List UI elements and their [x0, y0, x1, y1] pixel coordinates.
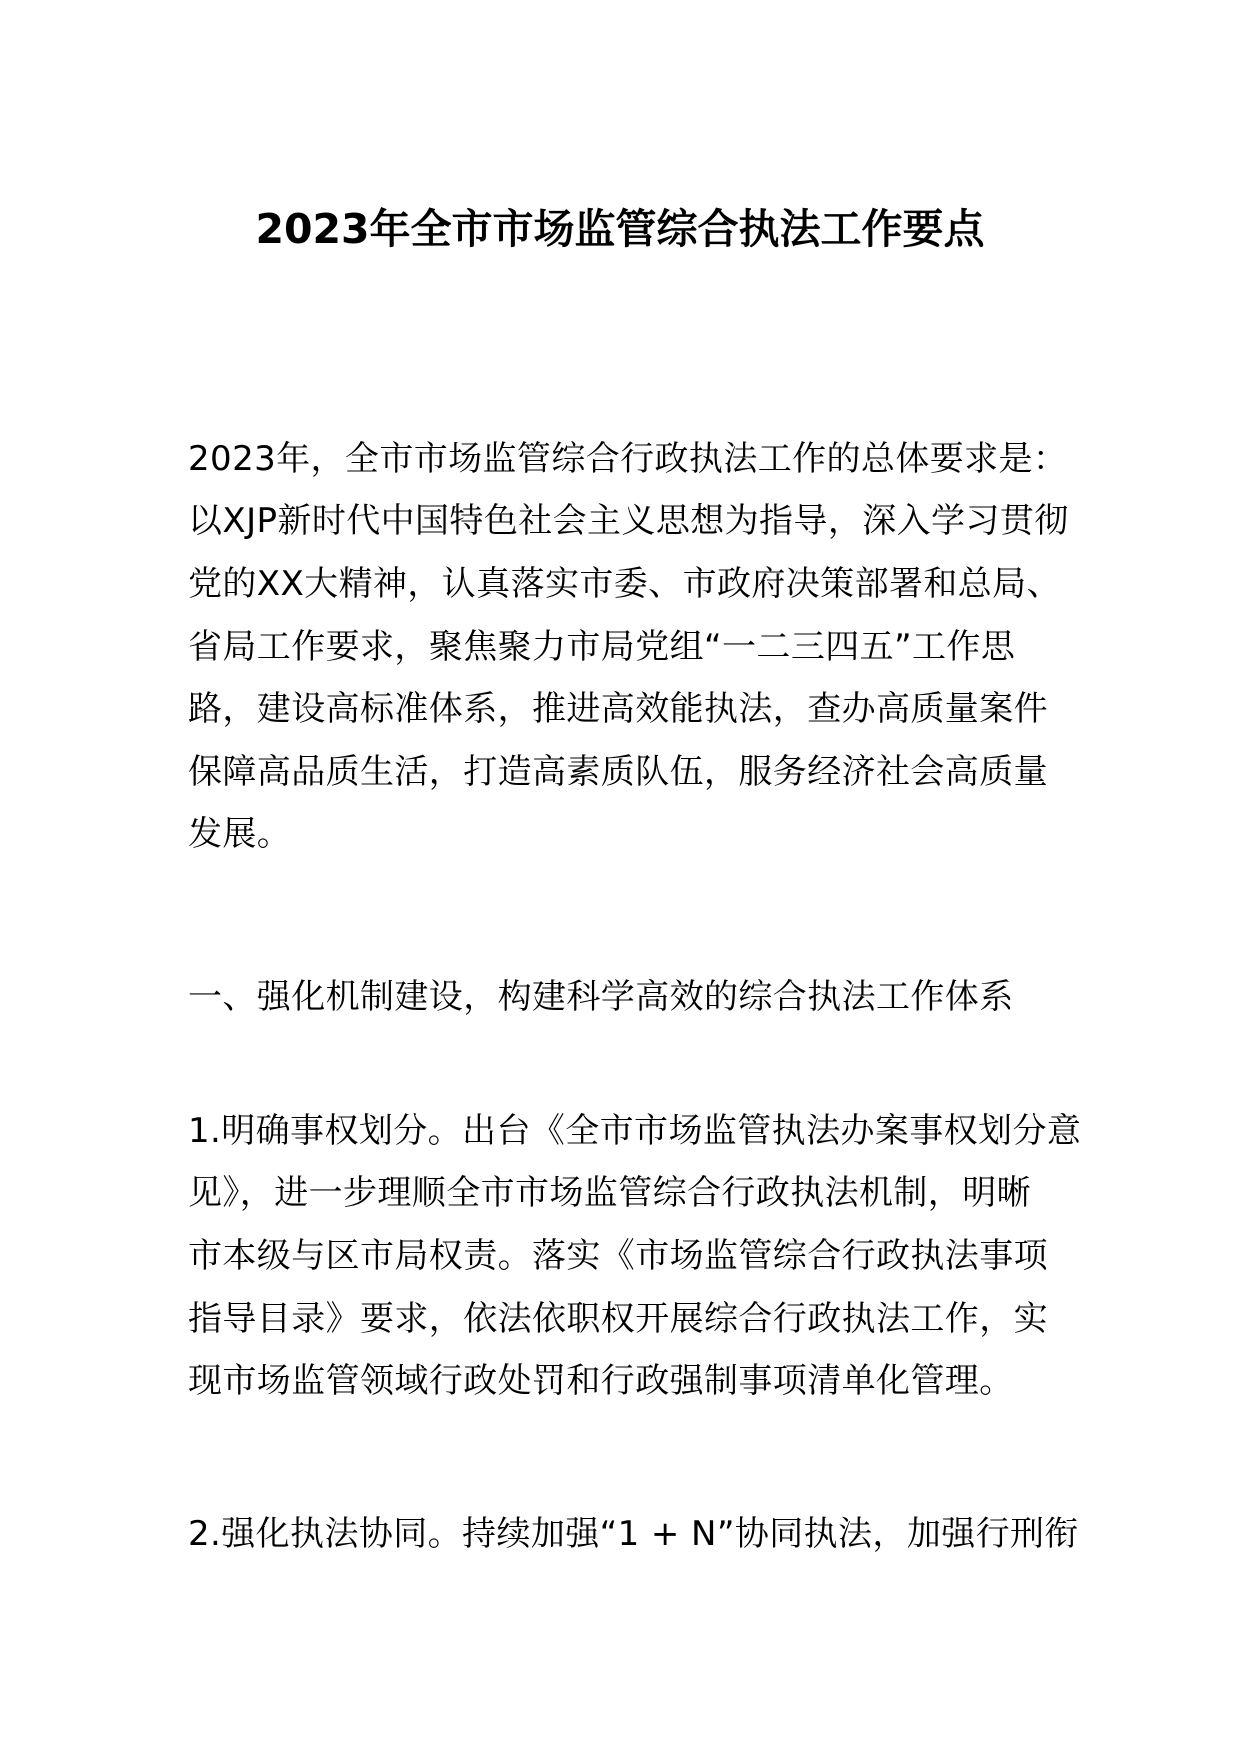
- section-heading: 一、强化机制建设，构建科学高效的综合执法工作体系: [188, 977, 1014, 1017]
- item1-line: 市本级与区市局权责。落实《市场监管综合行政执法事项: [188, 1236, 1048, 1276]
- intro-line: 党的XX大精神，认真落实市委、市政府决策部署和总局、: [188, 564, 1061, 604]
- item1-line: 指导目录》要求，依法依职权开展综合行政执法工作，实: [188, 1299, 1048, 1339]
- intro-line: 保障高品质生活，打造高素质队伍，服务经济社会高质量: [188, 752, 1048, 792]
- intro-line: 以XJP新时代中国特色社会主义思想为指导，深入学习贯彻: [188, 501, 1069, 541]
- intro-line: 路，建设高标准体系，推进高效能执法，查办高质量案件: [188, 689, 1048, 729]
- item1-line: 见》，进一步理顺全市市场监管综合行政执法机制，明晰: [188, 1173, 1031, 1213]
- intro-line: 发展。: [188, 814, 292, 854]
- item2-line: 2.强化执法协同。持续加强“1 + N”协同执法，加强行刑衔: [188, 1514, 1079, 1554]
- item1-line: 现市场监管领域行政处罚和行政强制事项清单化管理。: [188, 1361, 1014, 1401]
- intro-line: 2023年，全市市场监管综合行政执法工作的总体要求是：: [188, 439, 1068, 479]
- document-title: 2023年全市市场监管综合执法工作要点: [255, 205, 985, 253]
- intro-line: 省局工作要求，聚焦聚力市局党组“一二三四五”工作思: [188, 627, 1016, 667]
- item1-line: 1.明确事权划分。出台《全市市场监管执法办案事权划分意: [188, 1111, 1082, 1151]
